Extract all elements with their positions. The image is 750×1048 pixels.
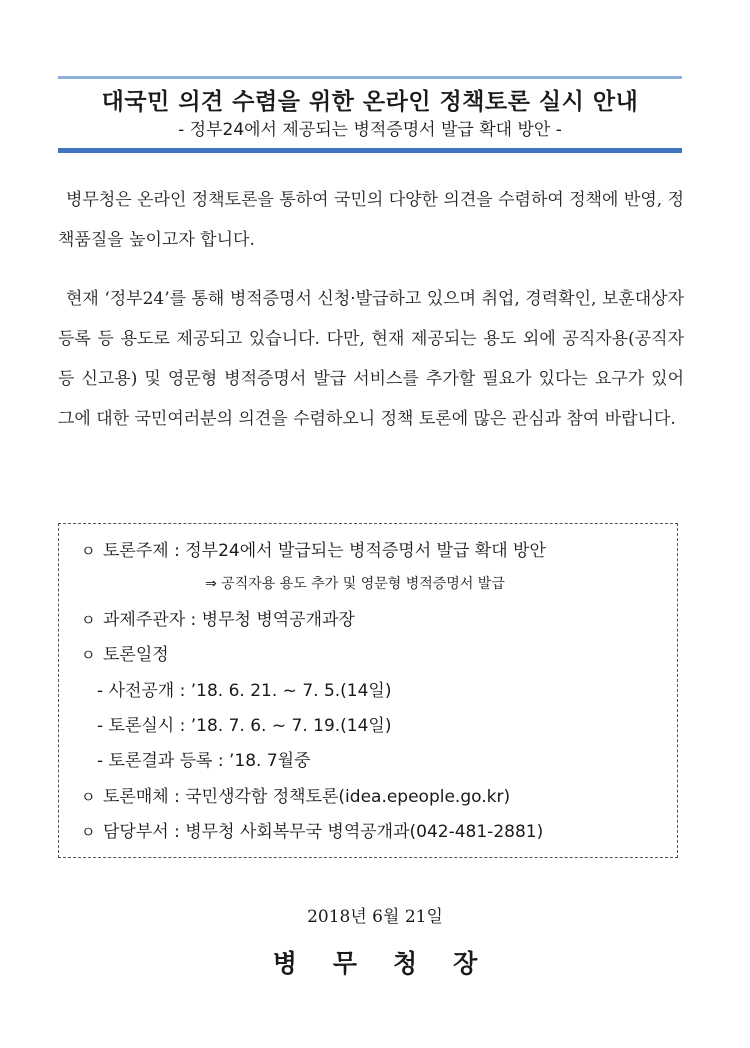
info-topic-text: 토론주제 : 정부24에서 발급되는 병적증명서 발급 확대 방안 <box>103 541 546 561</box>
bullet-icon: ㅇ <box>81 823 96 841</box>
info-box <box>58 523 678 858</box>
page-subtitle: - 정부24에서 제공되는 병적증명서 발급 확대 방안 - <box>178 120 562 140</box>
title-bottom-rule <box>58 148 682 153</box>
info-department <box>81 820 543 844</box>
title-block <box>58 76 682 153</box>
info-department-text: 담당부서 : 병무청 사회복무국 병역공개과(042-481-2881) <box>103 822 544 842</box>
info-schedule-pre: - 사전공개 : ’18. 6. 21. ~ 7. 5.(14일) <box>97 681 392 701</box>
page-title: 대국민 의견 수렴을 위한 온라인 정책토론 실시 안내 <box>101 89 639 115</box>
info-organizer <box>81 608 355 632</box>
info-medium <box>81 785 510 809</box>
paragraph-intro-text: 병무청은 온라인 정책토론을 통하여 국민의 다양한 의견을 수렴하여 정책에 반영, 정책품질을 높이고자 합니다. <box>58 190 684 250</box>
title-top-rule <box>58 76 682 79</box>
info-schedule-text: 토론일정 <box>103 645 169 665</box>
paragraph-details-text: 현재 ‘정부24’를 통해 병적증명서 신청·발급하고 있으며 취업, 경력확인, 보훈대상자 등록 등 용도로 제공되고 있습니다. 다만, 현재 제공되는 용도 외에 공직자용(공직자등 신고용) 및 영문형 병적증명서 발급 서비스를 추가할 필요가 있다는 요구가 있어 그에 대한 국민여러분의 의견을 수렴하오니 정책 토론에 많은 관심과 참여 바랍니다. <box>58 289 684 429</box>
info-medium-text: 토론매체 : 국민생각함 정책토론(idea.epeople.go.kr) <box>103 787 511 807</box>
paragraph-intro <box>58 180 684 260</box>
info-organizer-text: 과제주관자 : 병무청 병역공개과장 <box>103 610 355 630</box>
info-topic-detail: ⇒ 공직자용 용도 추가 및 영문형 병적증명서 발급 <box>205 576 505 592</box>
info-topic <box>81 539 546 563</box>
info-schedule-result: - 토론결과 등록 : ’18. 7월중 <box>97 751 311 771</box>
info-schedule <box>81 643 169 667</box>
bullet-icon: ㅇ <box>81 788 96 806</box>
document-date: 2018년 6월 21일 <box>307 907 443 927</box>
signature: 병무청장 <box>272 949 514 978</box>
bullet-icon: ㅇ <box>81 646 96 664</box>
bullet-icon: ㅇ <box>81 611 96 629</box>
paragraph-details <box>58 279 684 439</box>
bullet-icon: ㅇ <box>81 542 96 560</box>
info-schedule-main: - 토론실시 : ’18. 7. 6. ~ 7. 19.(14일) <box>97 716 392 736</box>
